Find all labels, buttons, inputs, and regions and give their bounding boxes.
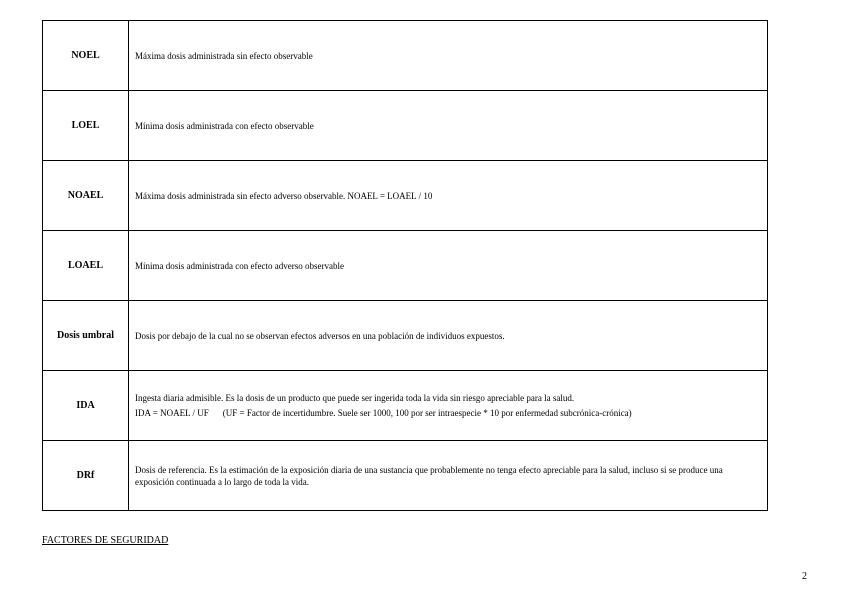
definition-cell [129,371,768,441]
definition-cell: Mínima dosis administrada con efecto observable [129,91,768,161]
definition-text: Ingesta diaria admisible. Es la dosis de un producto que puede ser ingerida toda la vida sin riesgo apreciable para la salud. [135,393,575,403]
section-heading: FACTORES DE SEGURIDAD [42,535,169,546]
table-row [43,231,768,301]
definition-cell: Máxima dosis administrada sin efecto adverso observable. NOAEL = LOAEL / 10 [129,161,768,231]
table-row [43,161,768,231]
table-row [43,301,768,371]
glossary-table [42,20,768,511]
formula-line [135,407,759,419]
definition-cell: Dosis de referencia. Es la estimación de la exposición diaria de una sustancia que probablemente no tenga efecto apreciable para la salud, incluso si se produce una exposición continuada a lo largo de toda la vida. [129,441,768,511]
table-row [43,371,768,441]
formula-note: (UF = Factor de incertidumbre. Suele ser 1000, 100 por ser intraespecie * 10 por enfermedad subcrónica-crónica) [222,408,632,418]
term-cell: NOEL [43,21,129,91]
term-cell: NOAEL [43,161,129,231]
table-row [43,91,768,161]
table-row [43,441,768,511]
definition-cell: Dosis por debajo de la cual no se observan efectos adversos en una población de individuos expuestos. [129,301,768,371]
page-number: 2 [802,571,807,582]
term-cell: LOEL [43,91,129,161]
term-cell: IDA [43,371,129,441]
term-cell: DRf [43,441,129,511]
table-row [43,21,768,91]
term-cell: LOAEL [43,231,129,301]
formula: IDA = NOAEL / UF [135,408,209,418]
definition-cell: Máxima dosis administrada sin efecto observable [129,21,768,91]
definition-cell: Mínima dosis administrada con efecto adverso observable [129,231,768,301]
term-cell: Dosis umbral [43,301,129,371]
